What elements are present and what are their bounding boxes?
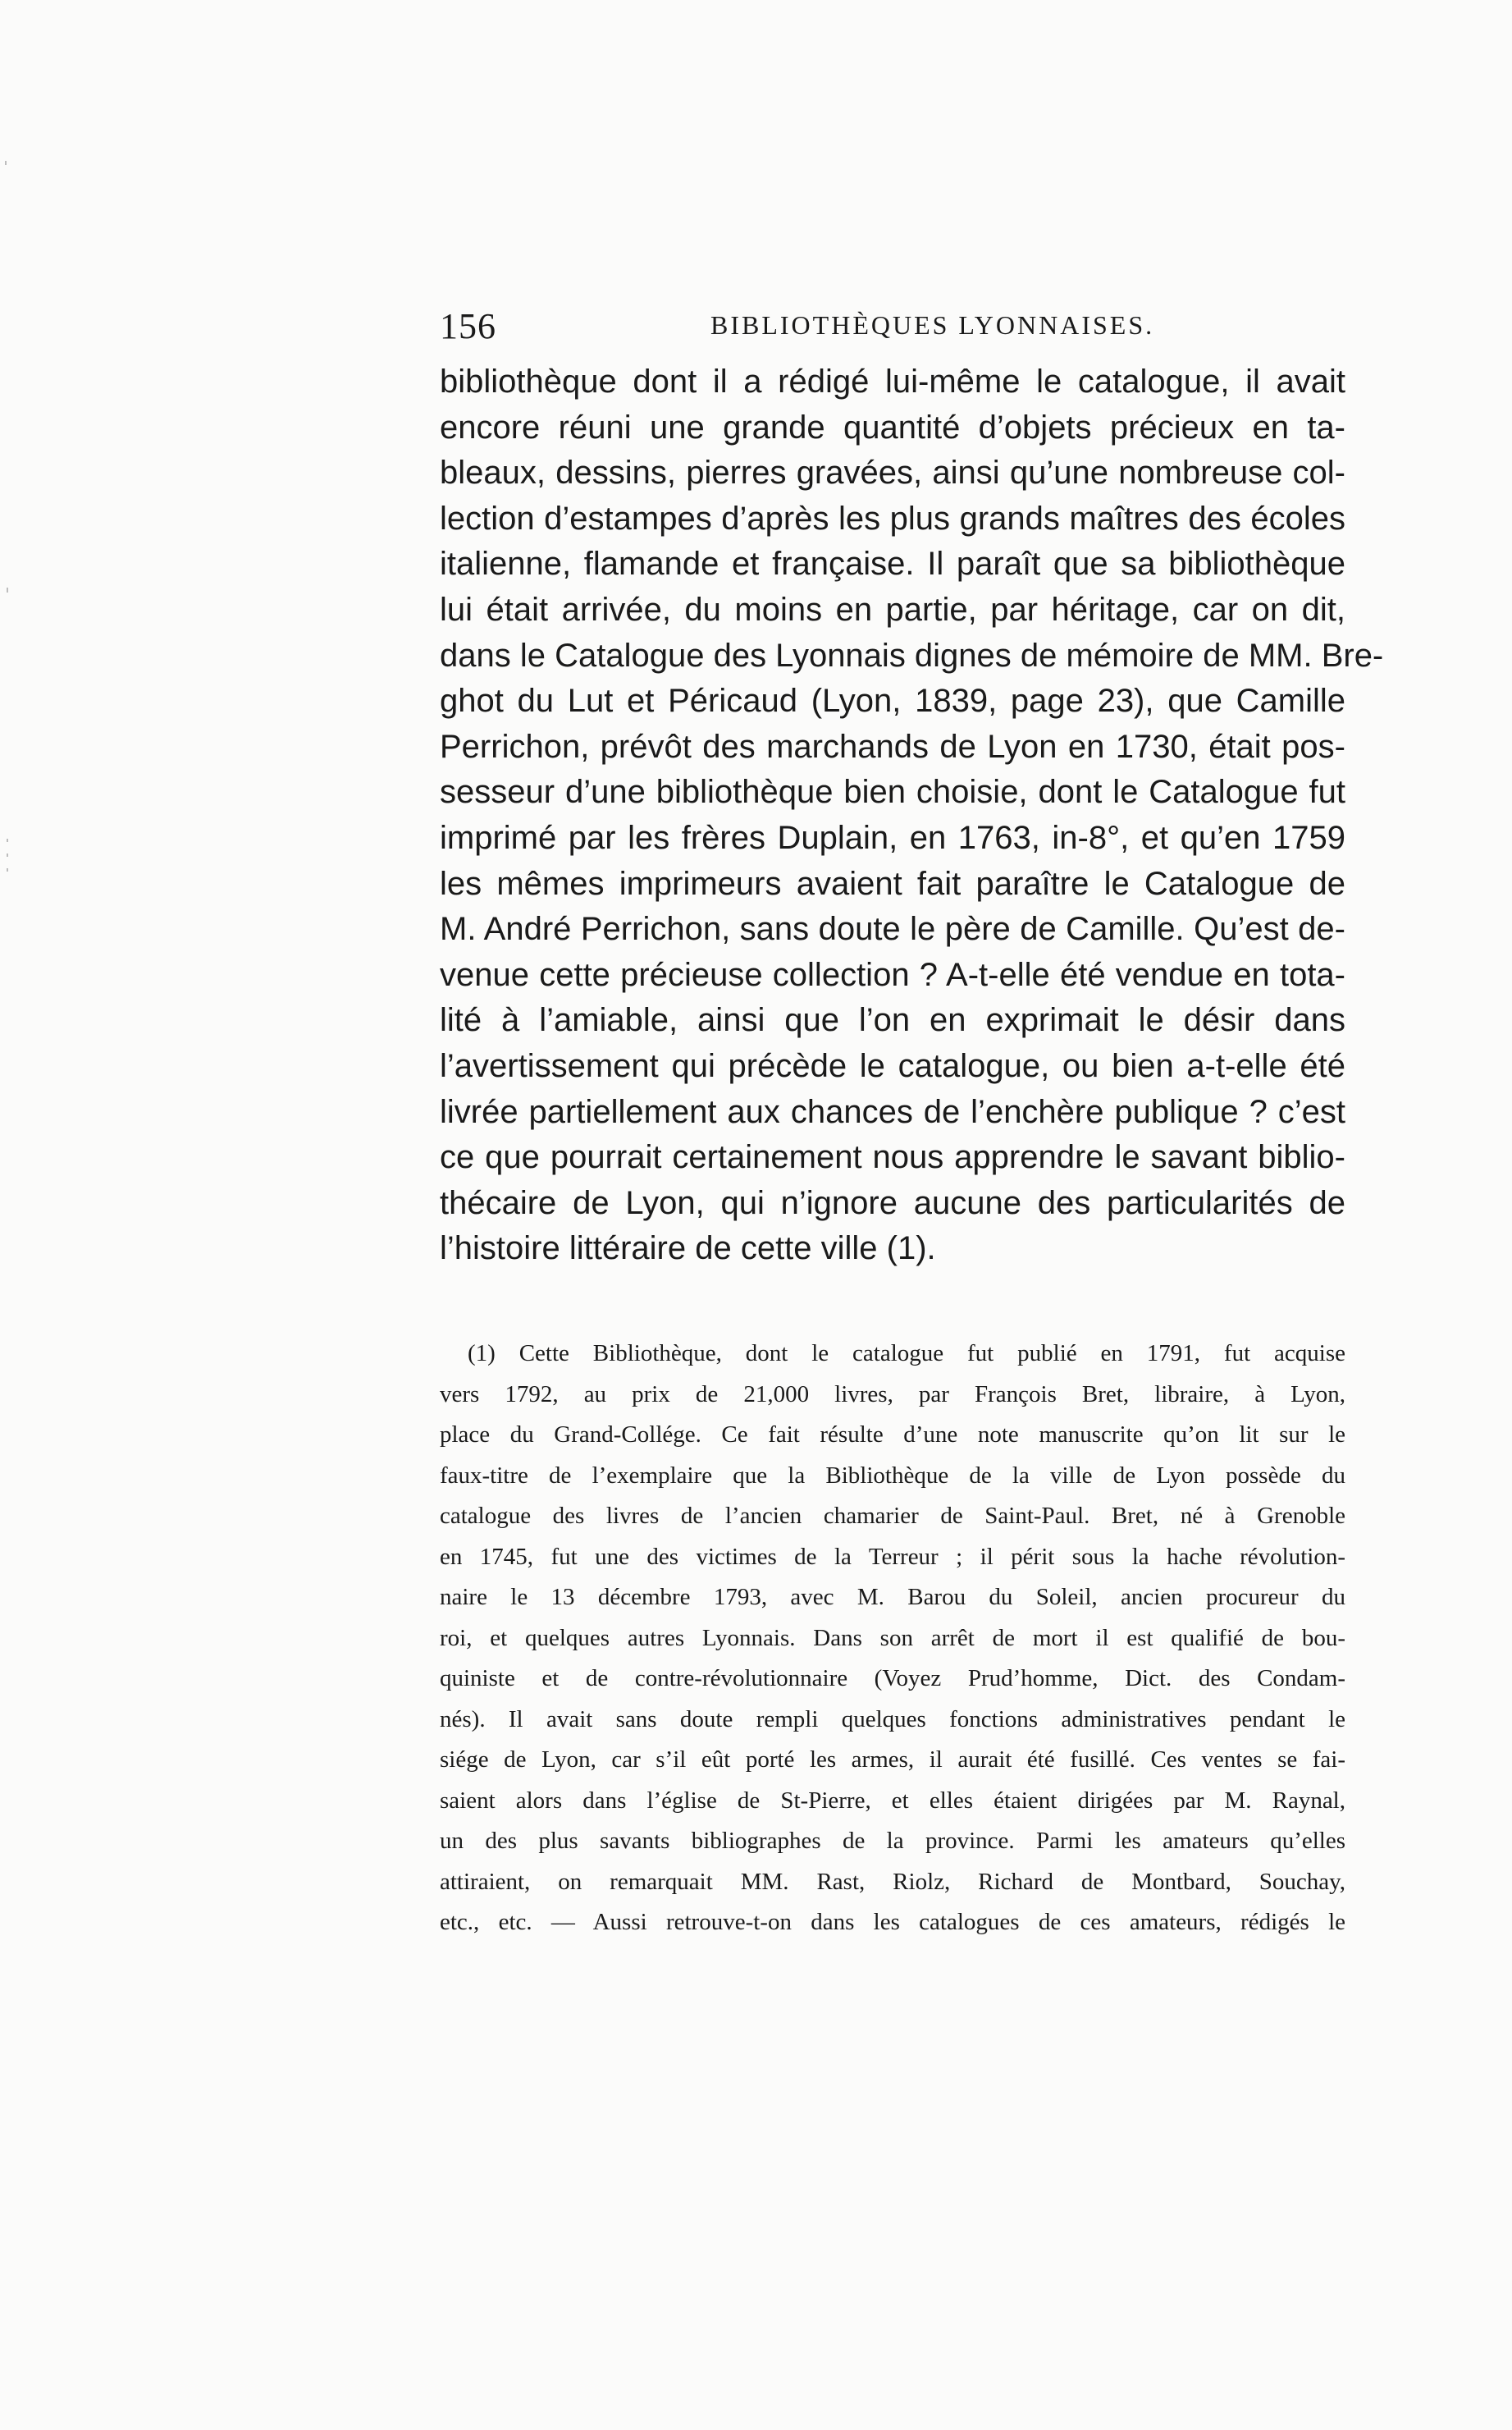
footnote-line: un des plus savants bibliographes de la province. Parmi les amateurs qu’elles [440,1828,1345,1854]
body-line: dans le Catalogue des Lyonnais dignes de mémoire de MM. Bre- [440,637,1384,674]
body-line: lité à l’amiable, ainsi que l’on en exprimait le désir dans [440,1002,1345,1039]
page-header [440,305,1345,346]
scan-speck [7,588,8,593]
body-line: imprimé par les frères Duplain, en 1763, in-8°, et qu’en 1759 [440,819,1345,856]
body-line: thécaire de Lyon, qui n’ignore aucune des particularités de [440,1184,1345,1221]
footnote-line: vers 1792, au prix de 21,000 livres, par François Bret, libraire, à Lyon, [440,1380,1345,1407]
footnote-line: etc., etc. — Aussi retrouve-t-on dans les catalogues de ces amateurs, rédigés le [440,1909,1345,1935]
footnote-line: (1) Cette Bibliothèque, dont le catalogue fut publié en 1791, fut acquise [468,1340,1345,1366]
footnote-line: en 1745, fut une des victimes de la Terreur ; il périt sous la hache révolution- [440,1543,1345,1570]
body-line: M. André Perrichon, sans doute le père de Camille. Qu’est de- [440,911,1345,948]
page-number: 156 [440,306,496,346]
body-line: lui était arrivée, du moins en partie, par héritage, car on dit, [440,591,1345,628]
body-line: sesseur d’une bibliothèque bien choisie, dont le Catalogue fut [440,774,1345,811]
footnote-line: naire le 13 décembre 1793, avec M. Barou du Soleil, ancien procureur du [440,1584,1345,1610]
footnote-line: faux-titre de l’exemplaire que la Bibliothèque de la ville de Lyon possède du [440,1462,1345,1489]
body-line: Perrichon, prévôt des marchands de Lyon en 1730, était pos- [440,728,1345,765]
scan-speck [7,868,8,872]
body-line: italienne, flamande et française. Il paraît que sa bibliothèque [440,546,1345,583]
footnote [440,1334,1345,1943]
body-line: bibliothèque dont il a rédigé lui-même le catalogue, il avait [440,364,1345,400]
scan-speck [7,839,8,842]
footnote-line: roi, et quelques autres Lyonnais. Dans son arrêt de mort il est qualifié de bou- [440,1624,1345,1651]
body-line: venue cette précieuse collection ? A-t-elle été vendue en tota- [440,956,1345,993]
body-line: lection d’estampes d’après les plus grands maîtres des écoles [440,500,1345,537]
scan-speck [7,853,8,857]
footnote-line: place du Grand-Collége. Ce fait résulte d’une note manuscrite qu’on lit sur le [440,1421,1345,1448]
body-line: les mêmes imprimeurs avaient fait paraître le Catalogue de [440,865,1345,902]
body-line: bleaux, dessins, pierres gravées, ainsi qu’une nombreuse col- [440,455,1345,492]
main-text [440,359,1384,1272]
footnote-line: siége de Lyon, car s’il eût porté les armes, il aurait été fusillé. Ces ventes se fai- [440,1746,1345,1773]
footnote-line: catalogue des livres de l’ancien chamarier de Saint-Paul. Bret, né à Grenoble [440,1503,1345,1529]
body-line: encore réuni une grande quantité d’objets précieux en ta- [440,409,1345,446]
footnote-line: attiraient, on remarquait MM. Rast, Riolz, Richard de Montbard, Souchay, [440,1868,1345,1895]
body-line: l’histoire littéraire de cette ville (1). [440,1230,936,1267]
body-line: ghot du Lut et Péricaud (Lyon, 1839, page 23), que Camille [440,683,1345,720]
footnote-line: quiniste et de contre-révolutionnaire (Voyez Prud’homme, Dict. des Condam- [440,1665,1345,1691]
running-title: BIBLIOTHÈQUES LYONNAISES. [710,310,1155,340]
footnote-line: nés). Il avait sans doute rempli quelques fonctions administratives pendant le [440,1705,1345,1732]
body-line: l’avertissement qui précède le catalogue, ou bien a-t-elle été [440,1047,1345,1084]
scan-speck [5,161,7,165]
footnote-line: saient alors dans l’église de St-Pierre, et elles étaient dirigées par M. Raynal, [440,1787,1345,1814]
body-line: livrée partiellement aux chances de l’enchère publique ? c’est [440,1093,1345,1130]
body-line: ce que pourrait certainement nous apprendre le savant biblio- [440,1139,1345,1176]
